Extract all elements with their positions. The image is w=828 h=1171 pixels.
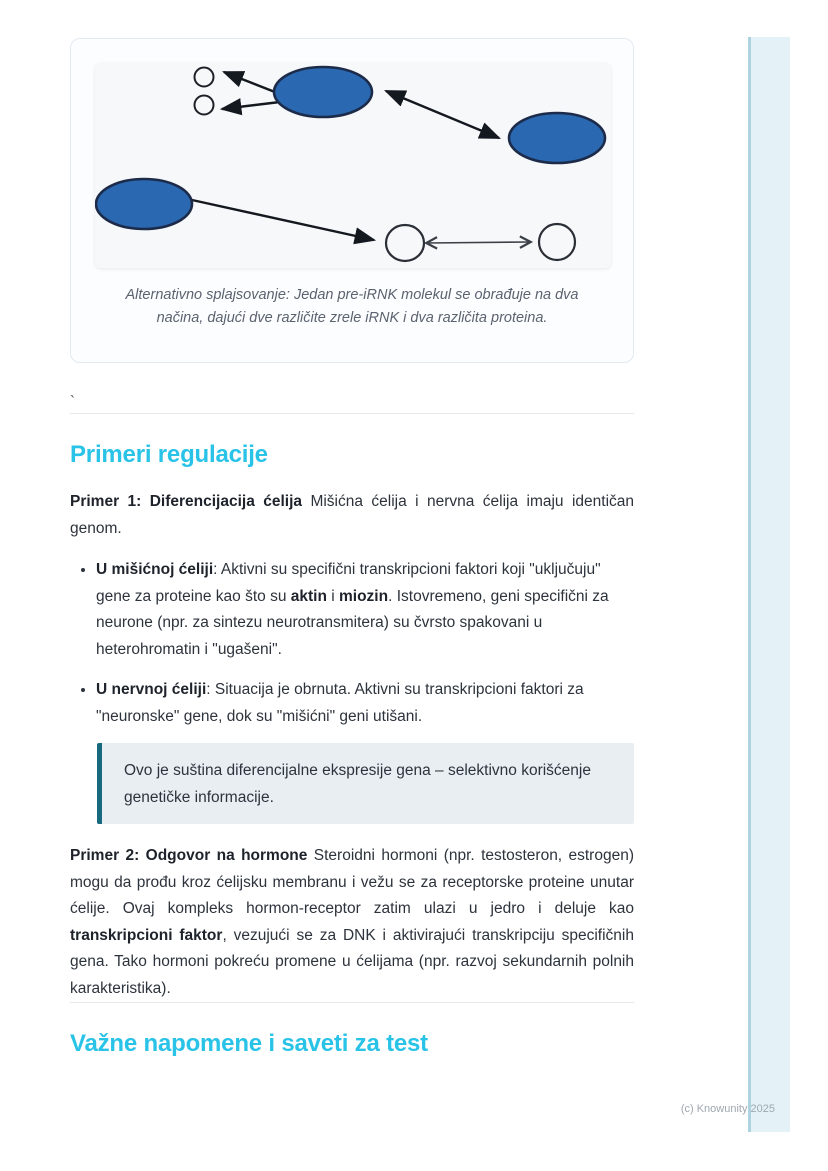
paragraph-primer-1-lead: Primer 1: Diferencijacija ćelija: [70, 493, 303, 510]
term-miozin: miozin: [339, 587, 389, 605]
term-transkripcioni-faktor: transkripcioni faktor: [70, 926, 223, 944]
paragraph-primer-1: [70, 489, 634, 542]
list-item-text: . Istovremeno, geni specifični za neurone (npr. za sintezu neurotransmitera) su čvrsto spakovani u heterohromatin i "ugašeni".: [96, 587, 609, 658]
paragraph-primer-2-text: , vezujući se za DNK i aktivirajući transkripciju specifičnih gena. Tako hormoni pokreću promene u ćelijama (npr. razvoj sekundarnih polnih karakteristika).: [70, 926, 634, 997]
paragraph-primer-1-text: Mišićna ćelija i nervna ćelija imaju identičan genom.: [70, 493, 635, 537]
paragraph-primer-2: [70, 843, 634, 1002]
paragraph-primer-2-lead: Primer 2: Odgovor na hormone: [70, 847, 308, 864]
callout-text: Ovo je suština diferencijalne ekspresije gena – selektivno korišćenje genetičke informacije.: [124, 762, 591, 806]
bullet-list: [70, 556, 634, 730]
list-item-text: : Aktivni su specifični transkripcioni faktori koji "uključuju" gene za proteine kao što su: [96, 561, 601, 605]
section-divider: [70, 1002, 634, 1003]
list-item-text: : Situacija je obrnuta. Aktivni su transkripcioni faktori za "neuronske" gene, dok su "mišićni" geni utišani.: [96, 681, 584, 725]
list-item: [96, 676, 634, 730]
alternative-splicing-diagram: [95, 63, 611, 268]
list-item-lead: U nervnoj ćeliji: [96, 681, 207, 698]
paragraph-primer-2-text: Steroidni hormoni (npr. testosteron, estrogen) mogu da prođu kroz ćelijsku membranu i vežu se za receptorske proteine unutar ćelije. Ovaj kompleks hormon-receptor zatim ulazi u jedro i deluje kao: [70, 847, 634, 917]
section-divider: [70, 413, 634, 414]
figure-image: [95, 63, 611, 268]
section-heading-primeri-regulacije: Primeri regulacije: [70, 441, 268, 468]
list-item: [96, 556, 634, 663]
figure-card: [70, 38, 634, 363]
figure-caption: Alternativno splajsovanje: Jedan pre-iRNK molekul se obrađuje na dva načina, dajući dve različite zrele iRNK i dva različita proteina.: [125, 287, 579, 326]
document-page: [70, 0, 634, 1059]
term-aktin: aktin: [290, 587, 327, 605]
list-item-text: i: [326, 587, 339, 605]
copyright-watermark: (c) Knowunity 2025: [680, 1103, 775, 1115]
page-edge-decoration: [748, 37, 790, 1132]
list-item-lead: U mišićnoj ćeliji: [96, 561, 214, 578]
section-heading-vazne-napomene: Važne napomene i saveti za test: [70, 1030, 428, 1057]
stray-backtick: `: [70, 393, 75, 410]
callout-note: [97, 743, 634, 824]
